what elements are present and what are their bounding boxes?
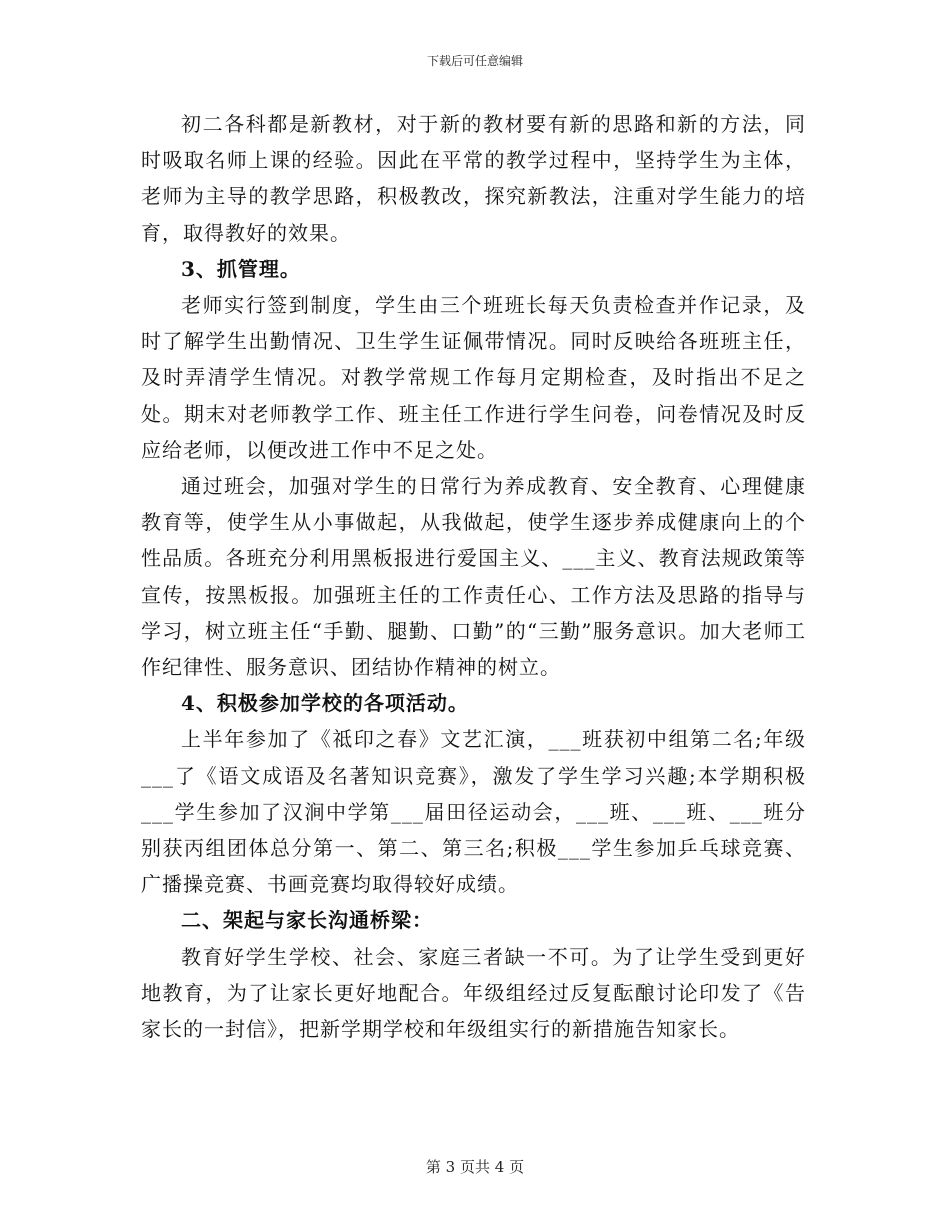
paragraph-parent-letter: 教育好学生学校、社会、家庭三者缺一不可。为了让学生受到更好地教育，为了让家长更好地配合。年级组经过反复酝酿讨论印发了《告家长的一封信》，把新学期学校和年级组实行的新措施告知家长。 xyxy=(141,944,806,1042)
paragraph-attendance: 老师实行签到制度，学生由三个班班长每天负责检查并作记录，及时了解学生出勤情况、卫生学生证佩带情况。同时反映给各班班主任，及时弄清学生情况。对教学常规工作每月定期检查，及时指出不足之处。期末对老师教学工作、班主任工作进行学生问卷，问卷情况及时反应给老师，以便改进工作中不足之处。 xyxy=(141,293,806,462)
page-header: 下载后可任意编辑 xyxy=(426,54,523,68)
paragraph-class-meetings: 通过班会，加强对学生的日常行为养成教育、安全教育、心理健康教育等，使学生从小事做起，从我做起，使学生逐步养成健康向上的个性品质。各班充分利用黑板报进行爱国主义、___主义、教育法规政策等宣传，按黑板报。加强班主任的工作责任心、工作方法及思路的指导与学习，树立班主任“手勤、腿勤、口勤”的“三勤”服务意识。加大老师工作纪律性、服务意识、团结协作精神的树立。 xyxy=(141,474,806,680)
heading-management: 3、抓管理。 xyxy=(181,256,301,281)
paragraph-activities: 上半年参加了《祗印之春》文艺汇演，___班获初中组第二名;年级___了《语文成语及名著知识竞赛》，激发了学生学习兴趣;本学期积极___学生参加了汉涧中学第___届田径运动会，___班、___班、___班分别获丙组团体总分第一、第二、第三名;积极___学生参加乒乓球竞赛、广播操竞赛、书画竞赛均取得较好成绩。 xyxy=(141,727,806,897)
heading-activities: 4、积极参加学校的各项活动。 xyxy=(181,691,469,716)
page-footer: 第 3 页共 4 页 xyxy=(425,1158,525,1176)
paragraph-new-textbooks: 初二各科都是新教材，对于新的教材要有新的思路和新的方法，同时吸取名师上课的经验。因此在平常的教学过程中，坚持学生为主体，老师为主导的教学思路，积极教改，探究新教法，注重对学生能力的培育，取得教好的效果。 xyxy=(141,112,806,245)
document-body xyxy=(141,106,806,1047)
heading-parent-communication: 二、架起与家长沟通桥梁： xyxy=(181,908,433,933)
